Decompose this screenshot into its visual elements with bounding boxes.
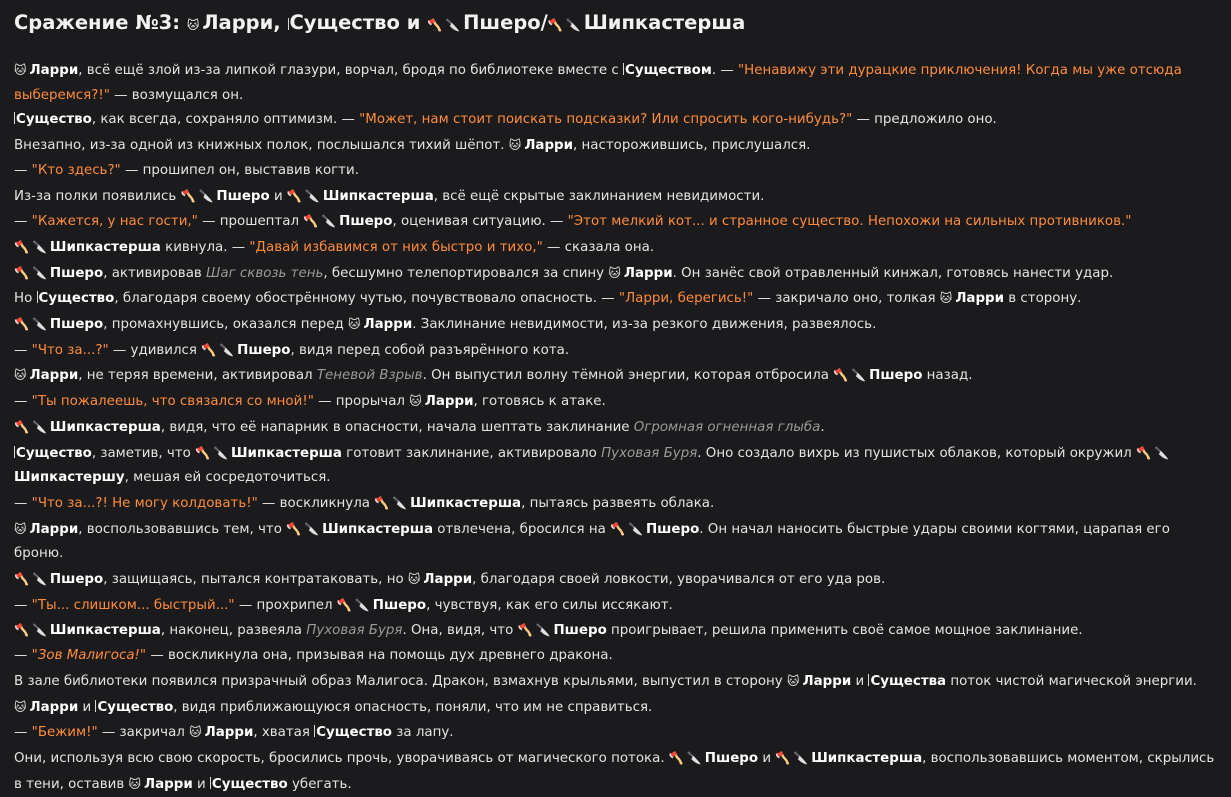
knife-emoji-icon: 🔪 <box>445 18 461 32</box>
axe-emoji-icon: 🪓 <box>775 750 791 765</box>
creature-glyph-icon <box>14 112 15 124</box>
quote: "Ненавижу эти дурацкие приключения! Когда мы уже отсюда выберемся?!" <box>14 63 1182 103</box>
creature-glyph-icon <box>288 18 289 30</box>
knife-emoji-icon: 🔪 <box>219 342 235 357</box>
axe-emoji-icon: 🪓 <box>14 317 29 332</box>
knife-emoji-icon: 🔪 <box>213 445 228 460</box>
axe-emoji-icon: 🪓 <box>14 265 29 280</box>
paragraph: — "Ты... слишком... быстрый..." — прохрипел 🪓 🔪 Пшеро, чувствуя, как его силы иссякают. <box>14 593 1217 619</box>
cat-emoji-icon: 🐱 <box>409 394 422 409</box>
quote: "Может, нам стоит поискать подсказки? Или спросить кого-нибудь?" <box>359 112 853 128</box>
paragraph: — "Кажется, у нас гости," — прошептал 🪓 🔪 Пшеро, оценивая ситуацию. — "Этот мелкий кот... и странное существо. Непохожи на сильных противников." <box>14 209 1217 235</box>
axe-emoji-icon: 🪓 <box>1135 445 1151 460</box>
cat-emoji-icon: 🐱 <box>186 18 200 32</box>
knife-emoji-icon: 🔪 <box>304 188 320 203</box>
axe-emoji-icon: 🪓 <box>180 188 196 203</box>
cat-emoji-icon: 🐱 <box>189 725 202 740</box>
axe-emoji-icon: 🪓 <box>195 445 211 460</box>
quote: "Зов Малигоса!" <box>31 648 147 664</box>
knife-emoji-icon: 🔪 <box>793 750 809 765</box>
knife-emoji-icon: 🔪 <box>31 317 47 332</box>
quote: "Бежим!" <box>31 725 98 741</box>
paragraph: 🐱 Ларри, всё ещё злой из-за липкой глазури, ворчал, бродя по библиотеке вместе с Существом. — "Ненавижу эти дурацкие приключения! Когда мы уже отсюда выберемся?!" — возмущался он. <box>14 58 1217 108</box>
knife-emoji-icon: 🔪 <box>686 750 702 765</box>
paragraph: 🪓 🔪 Шипкастерша, наконец, развеяла Пуховая Буря. Она, видя, что 🪓 🔪 Пшеро проигрывает, решила применить своё самое мощное заклинание. <box>14 618 1217 644</box>
paragraph: 🪓 🔪 Шипкастерша кивнула. — "Давай избавимся от них быстро и тихо," — сказала она. <box>14 235 1217 261</box>
cat-emoji-icon: 🐱 <box>508 138 522 153</box>
knife-emoji-icon: 🔪 <box>1153 445 1169 460</box>
paragraph: 🐱 Ларри, воспользовавшись тем, что 🪓 🔪 Шипкастерша отвлечена, бросился на 🪓 🔪 Пшеро. Он начал наносить быстрые удары своими когтями, царапая его броню. <box>14 517 1217 567</box>
quote: "Ты... слишком... быстрый..." <box>31 597 235 613</box>
knife-emoji-icon: 🔪 <box>304 521 320 536</box>
knife-emoji-icon: 🔪 <box>321 214 337 229</box>
creature-glyph-icon <box>14 446 15 458</box>
paragraph: Из-за полки появились 🪓 🔪 Пшеро и 🪓 🔪 Шипкастерша, всё ещё скрытые заклинанием невидимости. <box>14 184 1217 210</box>
spell-name: Шаг сквозь тень <box>206 265 324 281</box>
spell-name: Теневой Взрыв <box>316 368 423 384</box>
creature-glyph-icon <box>210 777 211 789</box>
paragraph: 🪓 🔪 Пшеро, промахнувшись, оказался перед 🐱 Ларри. Заклинание невидимости, из-за резкого движения, развеялось. <box>14 312 1217 338</box>
cat-emoji-icon: 🐱 <box>347 317 361 332</box>
knife-emoji-icon: 🔪 <box>535 623 551 638</box>
cat-emoji-icon: 🐱 <box>14 699 27 714</box>
quote: "Ларри, берегись!" <box>618 291 754 307</box>
knife-emoji-icon: 🔪 <box>31 239 47 254</box>
paragraph: В зале библиотеки появился призрачный образ Малигоса. Дракон, взмахнув крыльями, выпустил в сторону 🐱 Ларри и Существа поток чистой магической энергии. <box>14 669 1217 695</box>
axe-emoji-icon: 🪓 <box>610 521 626 536</box>
cat-emoji-icon: 🐱 <box>14 63 27 77</box>
spell-name: Огромная огненная глыба <box>633 419 821 435</box>
creature-glyph-icon <box>37 291 38 303</box>
knife-emoji-icon: 🔪 <box>31 265 47 280</box>
quote: "Что за...?! Не могу колдовать!" <box>31 495 258 511</box>
paragraph: — "Что за...?" — удивился 🪓 🔪 Пшеро, видя перед собой разъярённого кота. <box>14 338 1217 364</box>
cat-emoji-icon: 🐱 <box>407 572 421 587</box>
cat-emoji-icon: 🐱 <box>128 776 141 791</box>
axe-emoji-icon: 🪓 <box>286 521 302 536</box>
cat-emoji-icon: 🐱 <box>608 265 621 280</box>
knife-emoji-icon: 🔪 <box>31 419 47 434</box>
paragraph: — "Бежим!" — закричал 🐱 Ларри, хватая Существо за лапу. <box>14 720 1217 746</box>
axe-emoji-icon: 🪓 <box>374 495 390 510</box>
paragraph: Они, используя всю свою скорость, бросились прочь, уворачиваясь от магического потока. 🪓 🔪 Пшеро и 🪓 🔪 Шипкастерша, воспользовавшись моментом, скрылись в тени, оставив 🐱 Ларри и Существо убегать. <box>14 746 1217 797</box>
paragraph: 🪓 🔪 Пшеро, активировав Шаг сквозь тень, бесшумно телепортировался за спину 🐱 Ларри. Он занёс свой отравленный кинжал, готовясь нанести удар. <box>14 261 1217 287</box>
axe-emoji-icon: 🪓 <box>427 18 443 32</box>
knife-emoji-icon: 🔪 <box>851 368 867 383</box>
axe-emoji-icon: 🪓 <box>201 342 217 357</box>
paragraph: Внезапно, из-за одной из книжных полок, послышался тихий шёпот. 🐱 Ларри, насторожившись, прислушался. <box>14 133 1217 159</box>
cat-emoji-icon: 🐱 <box>939 291 953 306</box>
axe-emoji-icon: 🪓 <box>303 214 319 229</box>
quote: "Что за...?" <box>31 342 109 358</box>
knife-emoji-icon: 🔪 <box>354 597 370 612</box>
quote: "Кажется, у нас гости," <box>31 214 198 230</box>
cat-emoji-icon: 🐱 <box>786 673 800 688</box>
paragraph: 🐱 Ларри, не теряя времени, активировал Теневой Взрыв. Он выпустил волну тёмной энергии, которая отбросила 🪓 🔪 Пшеро назад. <box>14 363 1217 389</box>
paragraph: 🐱 Ларри и Существо, видя приближающуюся опасность, поняли, что им не справиться. <box>14 695 1217 721</box>
spell-name: Пуховая Буря <box>601 445 698 461</box>
quote: "Кто здесь?" <box>31 162 121 178</box>
paragraph: 🪓 🔪 Шипкастерша, видя, что её напарник в опасности, начала шептать заклинание Огромная огненная глыба. <box>14 415 1217 441</box>
paragraph: Но Существо, благодаря своему обострённому чутью, почувствовало опасность. — "Ларри, берегись!" — закричало оно, толкая 🐱 Ларри в сторону. <box>14 286 1217 312</box>
creature-glyph-icon <box>623 63 624 75</box>
spell-name: Пуховая Буря <box>306 623 403 639</box>
axe-emoji-icon: 🪓 <box>833 368 849 383</box>
axe-emoji-icon: 🪓 <box>14 239 29 254</box>
knife-emoji-icon: 🔪 <box>392 495 408 510</box>
paragraph: Существо, как всегда, сохраняло оптимизм. — "Может, нам стоит поискать подсказки? Или спросить кого-нибудь?" — предложило оно. <box>16 112 997 128</box>
paragraph: Существо, заметив, что 🪓 🔪 Шипкастерша готовит заклинание, активировало Пуховая Буря. Оно создало вихрь из пушистых облаков, который окружил 🪓 🔪Шипкастершу, мешая ей сосредоточиться. <box>14 441 1217 491</box>
axe-emoji-icon: 🪓 <box>14 623 29 638</box>
knife-emoji-icon: 🔪 <box>31 623 47 638</box>
axe-emoji-icon: 🪓 <box>14 572 29 587</box>
quote: "Давай избавимся от них быстро и тихо," <box>249 239 543 255</box>
paragraph: — "Кто здесь?" — прошипел он, выставив когти. <box>14 162 359 178</box>
knife-emoji-icon: 🔪 <box>565 18 581 32</box>
paragraph: — "Что за...?! Не могу колдовать!" — воскликнула 🪓 🔪 Шипкастерша, пытаясь развеять облака. <box>14 491 1217 517</box>
paragraph: — "Ты пожалеешь, что связался со мной!" — прорычал 🐱 Ларри, готовясь к атаке. <box>14 389 1217 415</box>
paragraph: — "Зов Малигоса!" — воскликнула она, призывая на помощь дух древнего дракона. <box>14 648 613 664</box>
cat-emoji-icon: 🐱 <box>14 521 27 536</box>
axe-emoji-icon: 🪓 <box>14 419 29 434</box>
axe-emoji-icon: 🪓 <box>286 188 302 203</box>
quote: "Этот мелкий кот... и странное существо. Непохожи на сильных противников." <box>567 214 1132 230</box>
axe-emoji-icon: 🪓 <box>668 750 684 765</box>
cat-emoji-icon: 🐱 <box>14 368 27 383</box>
page-title: Сражение №3: 🐱 Ларри, Существо и 🪓 🔪 Пшеро/🪓 🔪 Шипкастерша <box>14 6 1217 42</box>
axe-emoji-icon: 🪓 <box>517 623 533 638</box>
axe-emoji-icon: 🪓 <box>336 597 352 612</box>
knife-emoji-icon: 🔪 <box>628 521 643 536</box>
axe-emoji-icon: 🪓 <box>547 18 563 32</box>
quote: "Ты пожалеешь, что связался со мной!" <box>31 394 314 410</box>
knife-emoji-icon: 🔪 <box>198 188 214 203</box>
paragraph: 🪓 🔪 Пшеро, защищаясь, пытался контратаковать, но 🐱 Ларри, благодаря своей ловкости, уворачивался от его уда ров. <box>14 567 1217 593</box>
knife-emoji-icon: 🔪 <box>31 572 47 587</box>
